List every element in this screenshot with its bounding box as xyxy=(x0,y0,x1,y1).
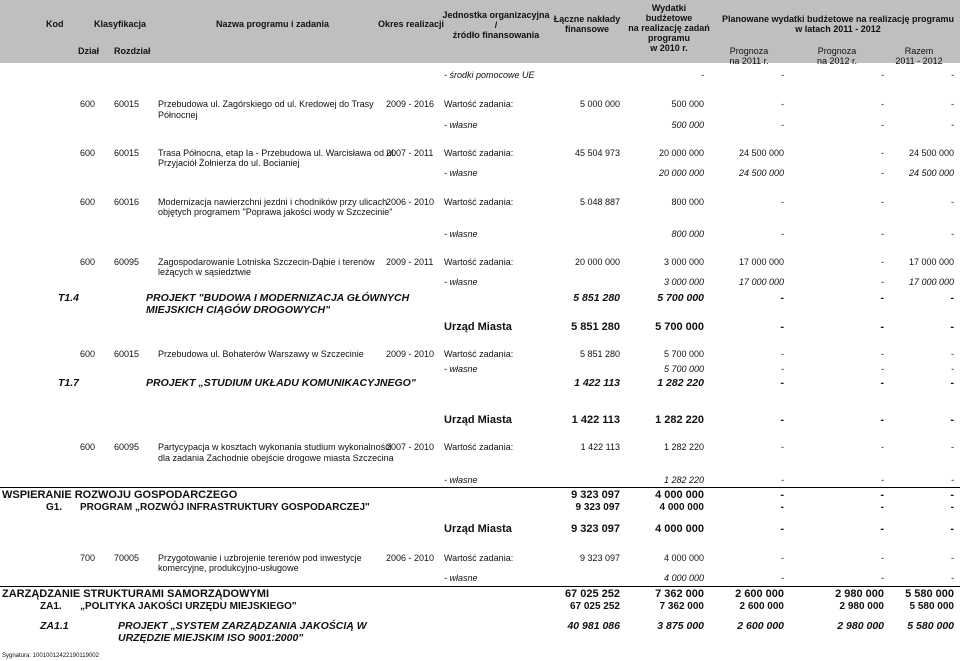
project-laczne: 1 422 113 xyxy=(574,377,620,389)
row-2012: - xyxy=(881,148,884,158)
section-2012: - xyxy=(880,489,884,501)
urzad-laczne: 1 422 113 xyxy=(571,414,620,426)
row-laczne: 20 000 000 xyxy=(574,257,620,267)
project-razem: 5 580 000 xyxy=(907,620,954,632)
srodki-v2: - xyxy=(781,70,784,80)
section-2010: 7 362 000 xyxy=(655,588,704,600)
col-jednostka-3: źródło finansowania xyxy=(452,30,540,40)
row-2012: - xyxy=(881,99,884,109)
row-sub-label: - własne xyxy=(444,168,478,178)
row-nazwa-2: Przyjaciół Żołnierza do ul. Bocianiej xyxy=(158,158,300,168)
section-2011: 2 600 000 xyxy=(735,588,784,600)
srodki-v1: - xyxy=(701,70,704,80)
row-rozdzial: 60095 xyxy=(114,257,140,267)
row-2010: 500 000 xyxy=(671,99,704,109)
row-sub-2011: - xyxy=(781,120,784,130)
project-2010: 5 700 000 xyxy=(657,292,704,304)
section-laczne: 67 025 252 xyxy=(564,588,620,600)
col-razem-1: Razem xyxy=(904,46,934,56)
row-dzial: 600 xyxy=(80,197,96,207)
row-laczne: 9 323 097 xyxy=(579,553,620,563)
project-laczne: 5 851 280 xyxy=(573,292,620,304)
urzad-label: Urząd Miasta xyxy=(444,414,512,426)
row-nazwa-2: Północnej xyxy=(158,110,198,120)
row-2011: 17 000 000 xyxy=(738,257,784,267)
row-sub-2011: - xyxy=(781,475,784,485)
row-okres: 2007 - 2010 xyxy=(386,442,435,452)
row-sub-label: - własne xyxy=(444,120,478,130)
row-2012: - xyxy=(881,349,884,359)
row-2010: 1 282 220 xyxy=(663,442,704,452)
urzad-2010: 1 282 220 xyxy=(655,414,704,426)
row-okres: 2006 - 2010 xyxy=(386,197,435,207)
row-dzial: 600 xyxy=(80,99,96,109)
col-prognoza-2011-1: Prognoza xyxy=(729,46,769,56)
row-sub-2010: 800 000 xyxy=(671,229,704,239)
row-sub-razem: 17 000 000 xyxy=(908,277,954,287)
row-rozdzial: 60095 xyxy=(114,442,140,452)
row-nazwa-1: Modernizacja nawierzchni jezdni i chodników przy ulicach xyxy=(158,197,388,207)
row-okres: 2006 - 2010 xyxy=(386,553,435,563)
section-razem: - xyxy=(950,489,954,501)
urzad-2011: - xyxy=(780,523,784,535)
urzad-razem: - xyxy=(950,523,954,535)
row-nazwa-1: Przebudowa ul. Bohaterów Warszawy w Szczecinie xyxy=(158,349,364,359)
section-name: WSPIERANIE ROZWOJU GOSPODARCZEGO xyxy=(2,489,238,501)
row-sub-2012: - xyxy=(881,364,884,374)
row-dzial: 700 xyxy=(80,553,96,563)
project-name-1: PROJEKT "BUDOWA I MODERNIZACJA GŁÓWNYCH xyxy=(146,292,410,304)
row-dzial: 600 xyxy=(80,442,96,452)
col-laczne-2: finansowe xyxy=(564,24,609,34)
row-label: Wartość zadania: xyxy=(444,442,514,452)
project-razem: - xyxy=(950,377,954,389)
row-sub-2012: - xyxy=(881,475,884,485)
program-2012: - xyxy=(880,502,884,513)
row-sub-2012: - xyxy=(881,168,884,178)
project-code: ZA1.1 xyxy=(40,620,69,632)
row-sub-razem: - xyxy=(951,120,954,130)
row-label: Wartość zadania: xyxy=(444,257,514,267)
program-code: ZA1. xyxy=(40,601,62,612)
row-label: Wartość zadania: xyxy=(444,148,514,158)
row-sub-2012: - xyxy=(881,573,884,583)
row-sub-razem: - xyxy=(951,229,954,239)
col-prognoza-2012-1: Prognoza xyxy=(817,46,857,56)
row-sub-2010: 1 282 220 xyxy=(663,475,704,485)
urzad-2010: 4 000 000 xyxy=(655,523,704,535)
row-2010: 5 700 000 xyxy=(663,349,704,359)
project-name-1: PROJEKT „SYSTEM ZARZĄDZANIA JAKOŚCIĄ W xyxy=(118,620,367,632)
project-name-1: PROJEKT „STUDIUM UKŁADU KOMUNIKACYJNEGO" xyxy=(146,377,416,389)
row-sub-label: - własne xyxy=(444,573,478,583)
program-razem: - xyxy=(950,502,954,513)
urzad-2012: - xyxy=(880,414,884,426)
row-sub-2010: 3 000 000 xyxy=(663,277,704,287)
col-dzial: Dział xyxy=(78,46,100,56)
row-sub-2010: 20 000 000 xyxy=(658,168,704,178)
project-2012: - xyxy=(880,292,884,304)
section-2010: 4 000 000 xyxy=(655,489,704,501)
section-2011: - xyxy=(780,489,784,501)
row-dzial: 600 xyxy=(80,148,96,158)
program-code: G1. xyxy=(46,502,63,513)
program-laczne: 67 025 252 xyxy=(569,601,620,612)
urzad-2011: - xyxy=(780,414,784,426)
row-2011: - xyxy=(781,99,784,109)
row-razem: - xyxy=(951,197,954,207)
col-nazwa: Nazwa programu i zadania xyxy=(216,19,330,29)
row-2011: - xyxy=(781,553,784,563)
urzad-laczne: 5 851 280 xyxy=(571,321,620,333)
row-okres: 2009 - 2016 xyxy=(386,99,435,109)
urzad-2012: - xyxy=(880,321,884,333)
project-laczne: 40 981 086 xyxy=(567,620,620,632)
row-razem: 17 000 000 xyxy=(908,257,954,267)
program-2011: 2 600 000 xyxy=(739,601,784,612)
row-nazwa-2: objętych programem "Poprawa jakości wody w Szczecinie" xyxy=(158,207,393,217)
row-sub-2011: 24 500 000 xyxy=(738,168,784,178)
row-dzial: 600 xyxy=(80,257,96,267)
row-nazwa-1: Zagospodarowanie Lotniska Szczecin-Dąbie i terenów xyxy=(158,257,375,267)
project-name-2: MIEJSKICH CIĄGÓW DROGOWYCH" xyxy=(146,304,331,316)
row-label: Wartość zadania: xyxy=(444,553,514,563)
urzad-razem: - xyxy=(950,414,954,426)
row-nazwa-1: Partycypacja w kosztach wykonania studium wykonalności xyxy=(158,442,392,452)
row-rozdzial: 60015 xyxy=(114,148,140,158)
project-2010: 3 875 000 xyxy=(657,620,704,632)
row-sub-2010: 5 700 000 xyxy=(663,364,704,374)
urzad-2012: - xyxy=(880,523,884,535)
row-2012: - xyxy=(881,257,884,267)
row-nazwa-2: komercyjne, produkcyjno-usługowe xyxy=(158,563,299,573)
row-label: Wartość zadania: xyxy=(444,349,514,359)
row-sub-2011: - xyxy=(781,573,784,583)
col-kod: Kod xyxy=(46,19,64,29)
urzad-label: Urząd Miasta xyxy=(444,523,512,535)
row-laczne: 5 851 280 xyxy=(579,349,620,359)
row-2012: - xyxy=(881,553,884,563)
program-laczne: 9 323 097 xyxy=(575,502,620,513)
col-klasyfikacja: Klasyfikacja xyxy=(94,19,147,29)
row-laczne: 5 000 000 xyxy=(579,99,620,109)
row-sub-razem: - xyxy=(951,573,954,583)
row-2012: - xyxy=(881,442,884,452)
row-label: Wartość zadania: xyxy=(444,99,514,109)
row-razem: - xyxy=(951,553,954,563)
urzad-2010: 5 700 000 xyxy=(655,321,704,333)
section-razem: 5 580 000 xyxy=(905,588,954,600)
srodki-v4: - xyxy=(951,70,954,80)
table-header xyxy=(0,0,960,66)
row-2010: 20 000 000 xyxy=(658,148,704,158)
row-sub-label: - własne xyxy=(444,277,478,287)
row-rozdzial: 60015 xyxy=(114,349,140,359)
row-razem: - xyxy=(951,349,954,359)
col-planowane-2: w latach 2011 - 2012 xyxy=(795,24,881,34)
row-2012: - xyxy=(881,197,884,207)
row-dzial: 600 xyxy=(80,349,96,359)
row-sub-razem: - xyxy=(951,364,954,374)
program-razem: 5 580 000 xyxy=(909,601,954,612)
row-rozdzial: 70005 xyxy=(114,553,140,563)
row-2011: - xyxy=(781,349,784,359)
row-rozdzial: 60015 xyxy=(114,99,140,109)
row-razem: - xyxy=(951,99,954,109)
row-nazwa-2: dla zadania Zachodnie obejście drogowe miasta Szczecina xyxy=(158,453,394,463)
section-2012: 2 980 000 xyxy=(835,588,884,600)
row-razem: - xyxy=(951,442,954,452)
project-2012: - xyxy=(880,377,884,389)
project-2011: 2 600 000 xyxy=(737,620,784,632)
col-wydatki-5: w 2010 r. xyxy=(650,43,688,53)
row-nazwa-1: Przygotowanie i uzbrojenie terenów pod inwestycje xyxy=(158,553,362,563)
program-2012: 2 980 000 xyxy=(839,601,884,612)
row-laczne: 45 504 973 xyxy=(574,148,620,158)
row-sub-label: - własne xyxy=(444,229,478,239)
srodki-v3: - xyxy=(881,70,884,80)
program-2011: - xyxy=(780,502,784,513)
urzad-razem: - xyxy=(950,321,954,333)
section-divider xyxy=(0,586,960,587)
project-2011: - xyxy=(780,377,784,389)
program-name: PROGRAM „ROZWÓJ INFRASTRUKTURY GOSPODARCZEJ" xyxy=(80,502,370,513)
row-2011: 24 500 000 xyxy=(738,148,784,158)
project-2012: 2 980 000 xyxy=(837,620,884,632)
row-2010: 3 000 000 xyxy=(663,257,704,267)
section-laczne: 9 323 097 xyxy=(571,489,620,501)
row-sub-2010: 500 000 xyxy=(671,120,704,130)
row-sub-2012: - xyxy=(881,229,884,239)
col-prognoza-2012-2: na 2012 r. xyxy=(816,56,858,66)
col-jednostka-1: Jednostka organizacyjna xyxy=(442,10,550,20)
row-laczne: 5 048 887 xyxy=(579,197,620,207)
row-sub-label: - własne xyxy=(444,364,478,374)
project-code: T1.4 xyxy=(58,292,80,304)
col-jednostka-2: / xyxy=(494,20,498,30)
row-nazwa-1: Przebudowa ul. Zagórskiego od ul. Kredowej do Trasy xyxy=(158,99,374,109)
program-2010: 4 000 000 xyxy=(659,502,704,513)
row-sub-2011: - xyxy=(781,364,784,374)
col-laczne-1: Łączne nakłady xyxy=(553,14,621,24)
program-2010: 7 362 000 xyxy=(659,601,704,612)
project-2010: 1 282 220 xyxy=(657,377,704,389)
row-laczne: 1 422 113 xyxy=(580,442,620,452)
col-planowane-1: Planowane wydatki budżetowe na realizację programu xyxy=(721,14,955,24)
row-sub-razem: - xyxy=(951,475,954,485)
program-name: „POLITYKA JAKOŚCI URZĘDU MIEJSKIEGO" xyxy=(80,601,297,612)
row-sub-2012: - xyxy=(881,120,884,130)
project-razem: - xyxy=(950,292,954,304)
row-sub-2011: - xyxy=(781,229,784,239)
section-name: ZARZĄDZANIE STRUKTURAMI SAMORZĄDOWYMI xyxy=(2,588,270,600)
project-2011: - xyxy=(780,292,784,304)
row-okres: 2007 - 2011 xyxy=(386,148,434,158)
urzad-laczne: 9 323 097 xyxy=(571,523,620,535)
section-divider xyxy=(0,487,960,488)
row-sub-razem: 24 500 000 xyxy=(908,168,954,178)
col-wydatki-2: budżetowe xyxy=(645,13,693,23)
row-2011: - xyxy=(781,197,784,207)
urzad-2011: - xyxy=(780,321,784,333)
col-wydatki-1: Wydatki xyxy=(651,3,687,13)
row-2010: 4 000 000 xyxy=(663,553,704,563)
col-wydatki-4: programu xyxy=(647,33,690,43)
signature: Sygnatura: 10010012422190119002 xyxy=(2,653,99,659)
row-label: Wartość zadania: xyxy=(444,197,514,207)
row-nazwa-2: leżących w sąsiedztwie xyxy=(158,267,252,277)
row-okres: 2009 - 2010 xyxy=(386,349,435,359)
row-okres: 2009 - 2011 xyxy=(386,257,434,267)
srodki-label: - środki pomocowe UE xyxy=(444,70,535,80)
col-razem-2: 2011 - 2012 xyxy=(895,56,943,66)
row-sub-2010: 4 000 000 xyxy=(663,573,704,583)
row-nazwa-1: Trasa Północna, etap Ia - Przebudowa ul. Warcisława od ul. xyxy=(158,148,396,158)
col-wydatki-3: na realizację zadań xyxy=(628,23,710,33)
project-code: T1.7 xyxy=(58,377,80,389)
col-rozdzial: Rozdział xyxy=(114,46,151,56)
row-2011: - xyxy=(781,442,784,452)
row-sub-label: - własne xyxy=(444,475,478,485)
urzad-label: Urząd Miasta xyxy=(444,321,512,333)
row-razem: 24 500 000 xyxy=(908,148,954,158)
row-sub-2012: - xyxy=(881,277,884,287)
row-2010: 800 000 xyxy=(671,197,704,207)
row-sub-2011: 17 000 000 xyxy=(738,277,784,287)
row-rozdzial: 60016 xyxy=(114,197,140,207)
project-name-2: URZĘDZIE MIEJSKIM ISO 9001:2000" xyxy=(118,632,304,644)
col-prognoza-2011-2: na 2011 r. xyxy=(729,56,769,66)
col-okres: Okres realizacji xyxy=(378,19,445,29)
